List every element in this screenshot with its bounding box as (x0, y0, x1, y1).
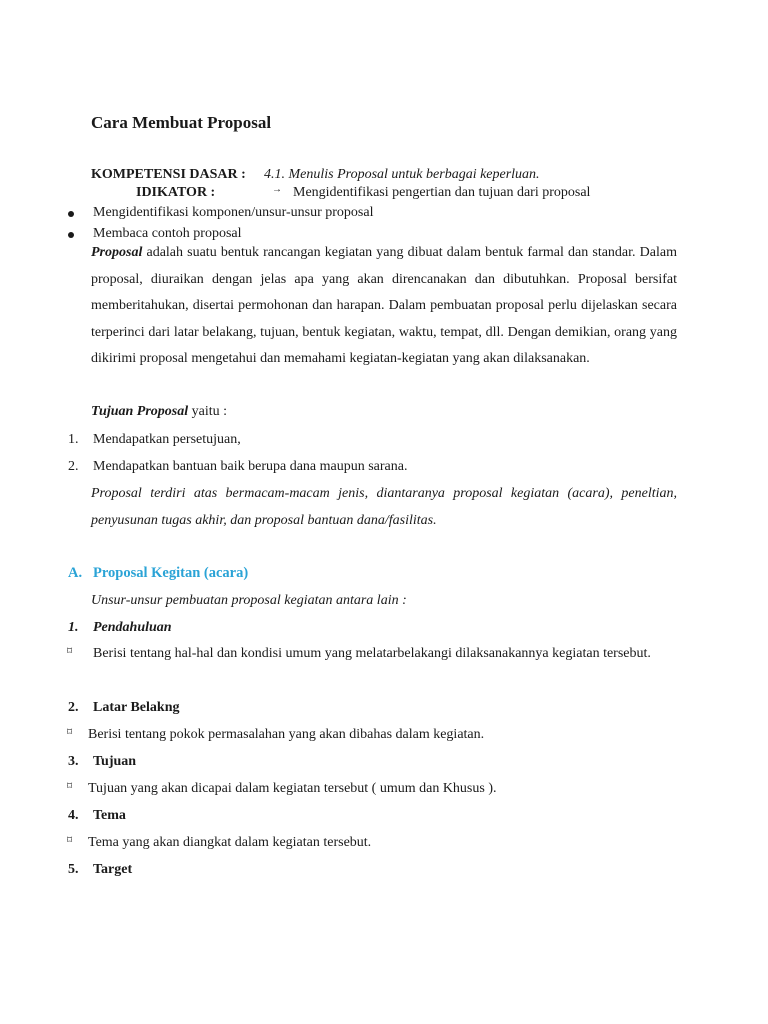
indikator-bullet: Mengidentifikasi komponen/unsur-unsur proposal (93, 205, 374, 220)
tujuan-suffix: yaitu : (188, 404, 228, 419)
list-marker-icon: ⌑ (67, 781, 73, 792)
item-title: Target (93, 862, 133, 877)
definition-text: adalah suatu bentuk rancangan kegiatan yang dibuat dalam bentuk farmal dan standar. Dalam proposal, diuraikan dengan jelas apa yang akan direncanakan dan dibutuhkan. Proposal bersifat memberitahukan, disertai permohonan dan harapan. Dalam pembuatan proposal perlu dijelaskan secara terperinci dari latar belakang, tujuan, bentuk kegiatan, waktu, tempat, dll. Dengan demikian, orang yang dikirimi proposal mengetahui dan memahami kegiatan-kegiatan yang akan dilaksanakan. (91, 245, 677, 366)
item-title: Pendahuluan (93, 620, 172, 635)
item-num: 3. (68, 754, 79, 769)
list-marker-icon: ⌑ (67, 835, 73, 846)
jenis-paragraph: Proposal terdiri atas bermacam-macam jenis, diantaranya proposal kegiatan (acara), peneltian, penyusunan tugas akhir, dan proposal bantuan dana/fasilitas. (91, 486, 677, 528)
item-num: 1. (68, 620, 79, 635)
tujuan-num: 2. (68, 459, 79, 474)
list-marker-icon: ⌑ (67, 727, 73, 738)
doc-title: Cara Membuat Proposal (91, 113, 272, 132)
kd-value: 4.1. Menulis Proposal untuk berbagai keperluan. (264, 167, 540, 182)
item-desc: Berisi tentang pokok permasalahan yang akan dibahas dalam kegiatan. (88, 727, 485, 742)
indikator-item: Mengidentifikasi pengertian dan tujuan dari proposal (293, 185, 591, 200)
tujuan-item: Mendapatkan bantuan baik berupa dana maupun sarana. (93, 459, 408, 474)
item-desc: Tema yang akan diangkat dalam kegiatan tersebut. (88, 835, 372, 850)
item-title: Tema (93, 808, 126, 823)
item-desc: Berisi tentang hal-hal dan kondisi umum yang melatarbelakangi dilaksanakannya kegiatan tersebut. (93, 646, 651, 661)
tujuan-heading (91, 404, 227, 420)
item-num: 5. (68, 862, 79, 877)
definition-term: Proposal (91, 245, 143, 260)
list-marker-icon: ⌑ (67, 646, 73, 657)
item-desc: Tujuan yang akan dicapai dalam kegiatan tersebut ( umum dan Khusus ). (88, 781, 497, 796)
tujuan-num: 1. (68, 432, 79, 447)
item-title: Tujuan (93, 754, 137, 769)
kd-label: KOMPETENSI DASAR : (91, 167, 246, 182)
indikator-bullet: Membaca contoh proposal (93, 226, 242, 241)
item-title: Latar Belakng (93, 700, 180, 715)
arrow-icon: → (272, 184, 282, 195)
tujuan-item: Mendapatkan persetujuan, (93, 432, 241, 447)
tujuan-label: Tujuan Proposal (91, 404, 189, 419)
section-a-letter: A. (68, 565, 83, 581)
definition-paragraph (91, 240, 677, 373)
bullet-icon (68, 232, 74, 238)
indikator-label: IDIKATOR : (136, 185, 216, 200)
unsur-intro: Unsur-unsur pembuatan proposal kegiatan antara lain : (91, 593, 407, 608)
item-num: 4. (68, 808, 79, 823)
bullet-icon (68, 211, 74, 217)
item-num: 2. (68, 700, 79, 715)
section-a-title: Proposal Kegitan (acara) (93, 565, 249, 581)
